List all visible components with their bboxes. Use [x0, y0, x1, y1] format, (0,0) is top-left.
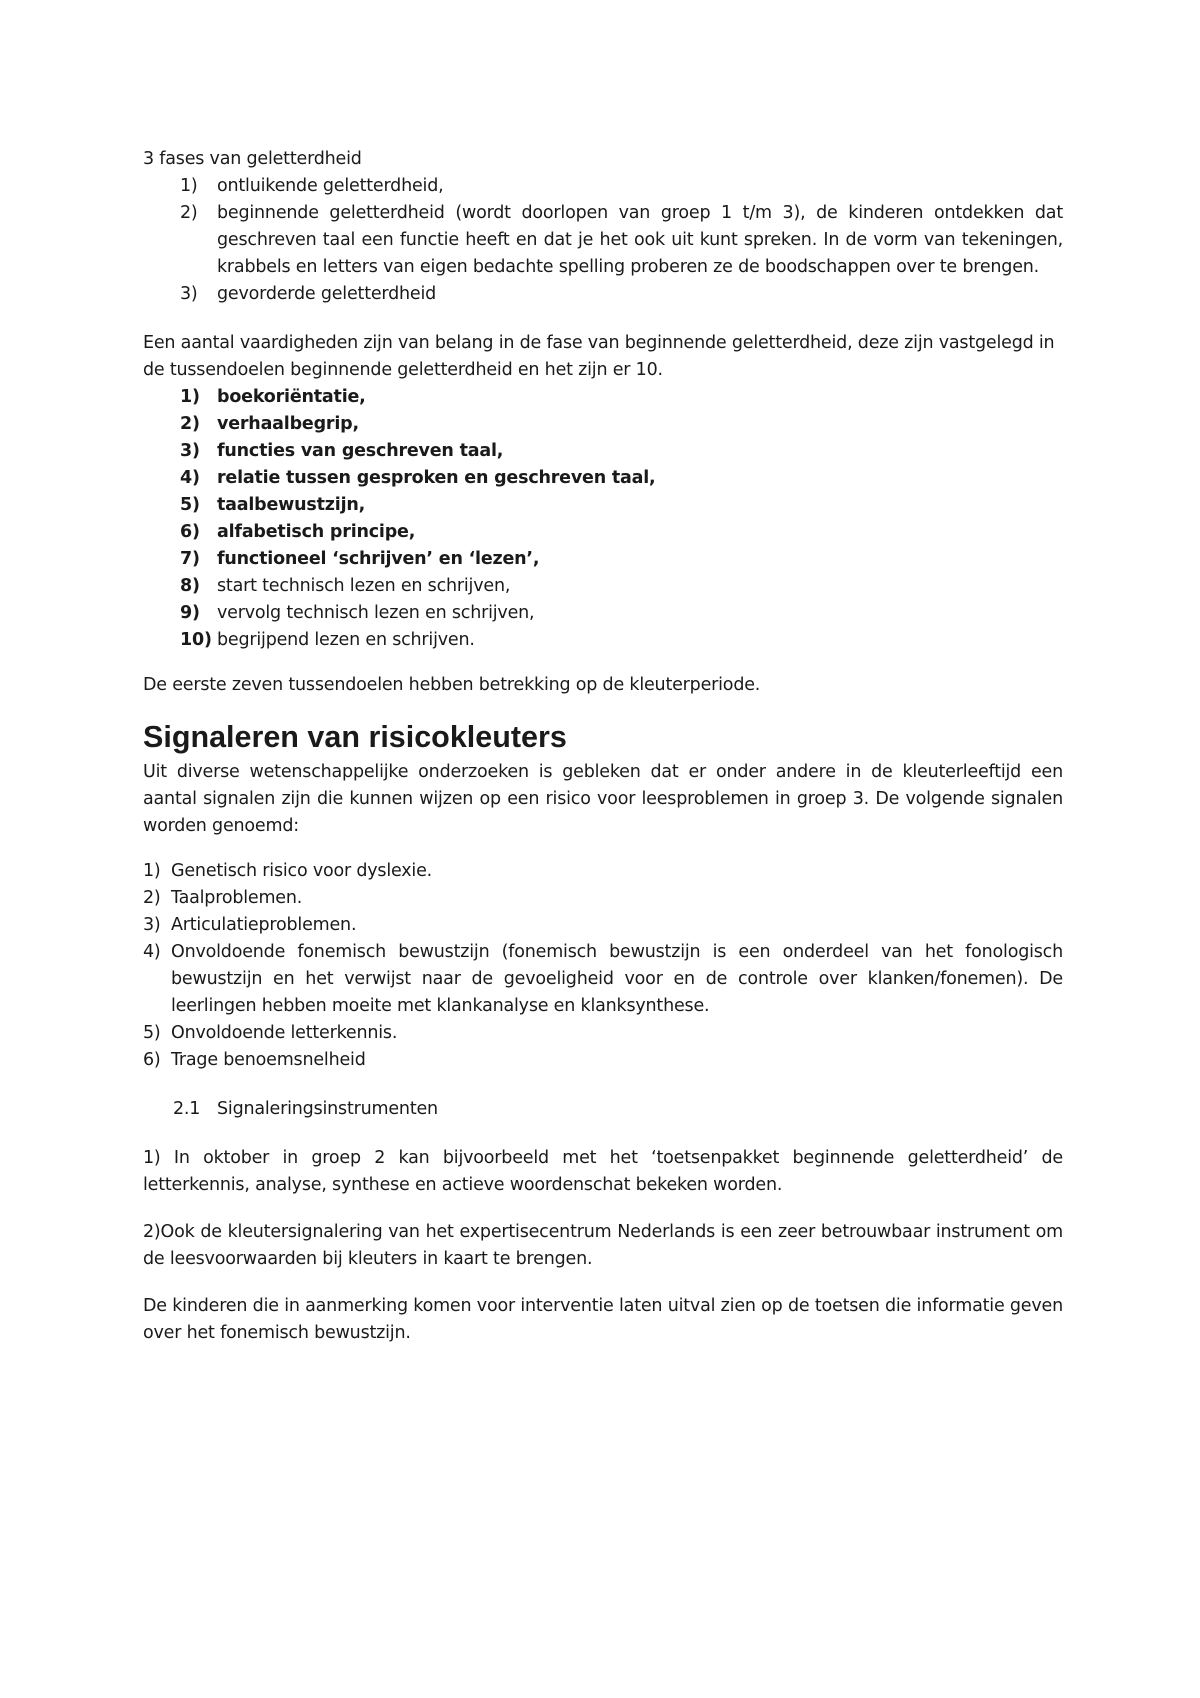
goal-item: [143, 546, 1063, 573]
list-number: 1): [143, 861, 161, 881]
list-number: 3): [180, 441, 200, 461]
signals-list: [143, 858, 1063, 1074]
list-number: 4): [143, 942, 161, 962]
list-number: 2): [180, 203, 198, 223]
goal-item: [143, 492, 1063, 519]
list-number: 6): [180, 522, 200, 542]
goal-item: [143, 600, 1063, 627]
subsection-number: 2.1: [173, 1099, 201, 1119]
list-number: 3): [143, 915, 161, 935]
list-text: Taalproblemen.: [171, 888, 303, 908]
list-text: ontluikende geletterdheid,: [217, 176, 444, 196]
phase-item: [143, 200, 1063, 281]
paragraph: 1) In oktober in groep 2 kan bijvoorbeeld met het ‘toetsenpakket beginnende geletterdheid’ de letterkennis, analyse, synthese en actieve woordenschat bekeken worden.: [143, 1148, 1063, 1195]
list-text: Genetisch risico voor dyslexie.: [171, 861, 433, 881]
subsection-heading: [143, 1096, 1063, 1123]
list-text: taalbewustzijn,: [217, 495, 366, 515]
list-number: 1): [180, 176, 198, 196]
document-page: [143, 146, 1063, 1347]
list-number: 6): [143, 1050, 161, 1070]
list-number: 3): [180, 284, 198, 304]
phases-title: 3 fases van geletterdheid: [143, 149, 362, 169]
goal-item: [143, 465, 1063, 492]
list-text: Onvoldoende letterkennis.: [171, 1023, 398, 1043]
signal-item: [143, 858, 1063, 885]
list-text: beginnende geletterdheid (wordt doorlopen van groep 1 t/m 3), de kinderen ontdekken dat geschreven taal een functie heeft en dat je het ook uit kunt spreken. In de vorm van tekeningen, krabbels en letters van eigen bedachte spelling proberen ze de boodschappen over te brengen.: [217, 203, 1063, 277]
goal-item: [143, 573, 1063, 600]
list-text: functies van geschreven taal,: [217, 441, 504, 461]
list-number: 8): [180, 576, 200, 596]
list-text: relatie tussen gesproken en geschreven taal,: [217, 468, 656, 488]
section-intro: Uit diverse wetenschappelijke onderzoeken is gebleken dat er onder andere in de kleuterleeftijd een aantal signalen zijn die kunnen wijzen op een risico voor leesproblemen in groep 3. De volgende signalen worden genoemd:: [143, 762, 1063, 836]
paragraph: 2)Ook de kleutersignalering van het expertisecentrum Nederlands is een zeer betrouwbaar instrument om de leesvoorwaarden bij kleuters in kaart te brengen.: [143, 1222, 1063, 1269]
signal-item: [143, 1047, 1063, 1074]
signal-item: [143, 1020, 1063, 1047]
list-number: 2): [143, 888, 161, 908]
goal-item: [143, 627, 1063, 654]
list-text: Onvoldoende fonemisch bewustzijn (fonemisch bewustzijn is een onderdeel van het fonologisch bewustzijn en het verwijst naar de gevoeligheid voor en de controle over klanken/fonemen). De leerlingen hebben moeite met klankanalyse en klanksynthese.: [171, 942, 1063, 1016]
goal-item: [143, 384, 1063, 411]
list-text: boekoriëntatie,: [217, 387, 366, 407]
list-text: verhaalbegrip,: [217, 414, 359, 434]
phases-list: [143, 173, 1063, 308]
signal-item: [143, 912, 1063, 939]
phase-item: [143, 281, 1063, 308]
subsection-title: Signaleringsinstrumenten: [217, 1099, 438, 1119]
list-text: functioneel ‘schrijven’ en ‘lezen’,: [217, 549, 540, 569]
list-text: gevorderde geletterdheid: [217, 284, 437, 304]
list-number: 5): [143, 1023, 161, 1043]
list-text: alfabetisch principe,: [217, 522, 416, 542]
goal-item: [143, 438, 1063, 465]
list-text: begrijpend lezen en schrijven.: [217, 630, 475, 650]
signal-item: [143, 885, 1063, 912]
list-number: 9): [180, 603, 200, 623]
list-number: 5): [180, 495, 200, 515]
phase-item: [143, 173, 1063, 200]
list-number: 7): [180, 549, 200, 569]
goals-summary: De eerste zeven tussendoelen hebben betrekking op de kleuterperiode.: [143, 675, 761, 695]
goals-list: [143, 384, 1063, 654]
list-text: Trage benoemsnelheid: [171, 1050, 366, 1070]
goal-item: [143, 411, 1063, 438]
goals-intro: Een aantal vaardigheden zijn van belang in de fase van beginnende geletterdheid, deze zijn vastgelegd in de tussendoelen beginnende geletterdheid en het zijn er 10.: [143, 333, 1055, 380]
goal-item: [143, 519, 1063, 546]
list-number: 10): [180, 630, 212, 650]
signal-item: [143, 939, 1063, 1020]
paragraph: De kinderen die in aanmerking komen voor interventie laten uitval zien op de toetsen die informatie geven over het fonemisch bewustzijn.: [143, 1296, 1063, 1343]
list-number: 2): [180, 414, 200, 434]
section-heading: Signaleren van risicokleuters: [143, 720, 567, 754]
list-number: 1): [180, 387, 200, 407]
list-text: start technisch lezen en schrijven,: [217, 576, 511, 596]
list-number: 4): [180, 468, 200, 488]
list-text: vervolg technisch lezen en schrijven,: [217, 603, 535, 623]
list-text: Articulatieproblemen.: [171, 915, 357, 935]
